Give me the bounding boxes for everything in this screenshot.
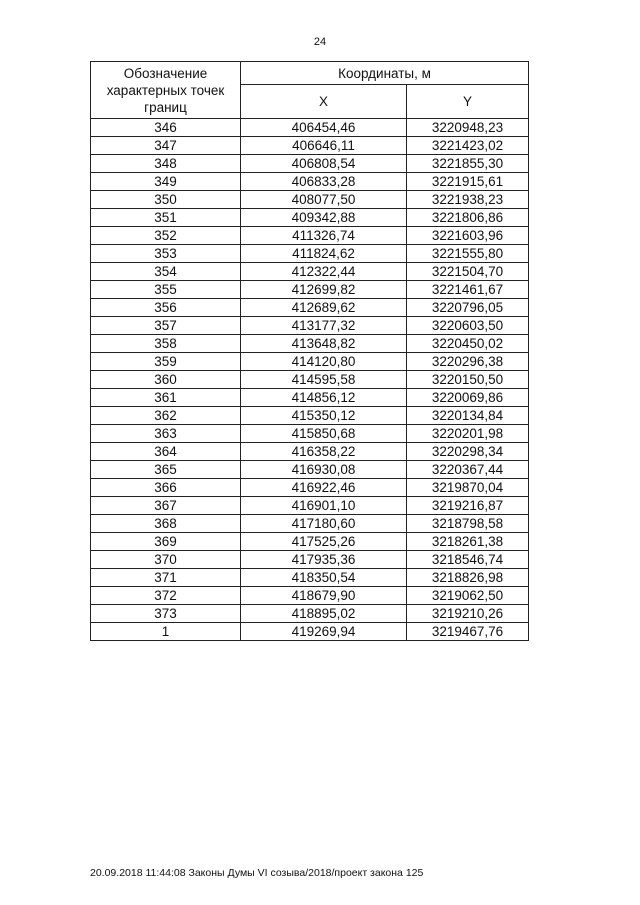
table-row [91,317,529,335]
cell-y: 3220948,23 [407,119,529,137]
cell-x: 418895,02 [241,605,407,623]
cell-point: 364 [91,443,241,461]
cell-y: 3218546,74 [407,551,529,569]
cell-y: 3220134,84 [407,407,529,425]
cell-x: 406454,46 [241,119,407,137]
table-row [91,425,529,443]
cell-x: 418679,90 [241,587,407,605]
cell-y: 3221504,70 [407,263,529,281]
cell-x: 418350,54 [241,569,407,587]
header-coordinates: Координаты, м [241,62,529,85]
page-number: 24 [313,36,327,48]
table-row [91,281,529,299]
cell-x: 416901,10 [241,497,407,515]
cell-point: 349 [91,173,241,191]
cell-x: 417180,60 [241,515,407,533]
table-row [91,569,529,587]
table-row [91,119,529,137]
cell-point: 368 [91,515,241,533]
cell-y: 3220298,34 [407,443,529,461]
cell-y: 3220367,44 [407,461,529,479]
cell-x: 412322,44 [241,263,407,281]
cell-y: 3221461,67 [407,281,529,299]
table-row [91,137,529,155]
table-row [91,533,529,551]
cell-x: 417525,26 [241,533,407,551]
table-body [91,119,529,641]
table-row [91,389,529,407]
cell-point: 371 [91,569,241,587]
cell-y: 3221855,30 [407,155,529,173]
cell-y: 3219467,76 [407,623,529,641]
cell-point: 369 [91,533,241,551]
cell-y: 3220296,38 [407,353,529,371]
cell-point: 363 [91,425,241,443]
table-row [91,443,529,461]
cell-point: 358 [91,335,241,353]
cell-point: 365 [91,461,241,479]
table-row [91,245,529,263]
cell-x: 413177,32 [241,317,407,335]
cell-point: 372 [91,587,241,605]
cell-x: 412699,82 [241,281,407,299]
cell-point: 346 [91,119,241,137]
cell-point: 348 [91,155,241,173]
cell-point: 366 [91,479,241,497]
cell-point: 350 [91,191,241,209]
cell-point: 355 [91,281,241,299]
cell-y: 3221555,80 [407,245,529,263]
header-designation: Обозначение характерных точек границ [91,62,241,119]
table-row [91,173,529,191]
cell-x: 413648,82 [241,335,407,353]
cell-point: 367 [91,497,241,515]
cell-x: 414856,12 [241,389,407,407]
cell-x: 406646,11 [241,137,407,155]
cell-point: 362 [91,407,241,425]
table-row [91,551,529,569]
table-row [91,587,529,605]
table-row [91,299,529,317]
cell-x: 411326,74 [241,227,407,245]
cell-x: 406808,54 [241,155,407,173]
cell-x: 419269,94 [241,623,407,641]
cell-x: 411824,62 [241,245,407,263]
cell-y: 3220201,98 [407,425,529,443]
cell-x: 406833,28 [241,173,407,191]
cell-point: 353 [91,245,241,263]
cell-x: 416358,22 [241,443,407,461]
cell-x: 416922,46 [241,479,407,497]
table-row [91,407,529,425]
cell-x: 417935,36 [241,551,407,569]
footer-path: 20.09.2018 11:44:08 Законы Думы VI созыва/2018/проект закона 125 [90,867,424,879]
table-row [91,209,529,227]
coordinates-table [90,61,529,641]
cell-y: 3219210,26 [407,605,529,623]
table-row [91,623,529,641]
cell-point: 351 [91,209,241,227]
cell-y: 3221806,86 [407,209,529,227]
table-row [91,263,529,281]
cell-y: 3220069,86 [407,389,529,407]
cell-point: 347 [91,137,241,155]
cell-y: 3218261,38 [407,533,529,551]
cell-x: 414120,80 [241,353,407,371]
cell-x: 412689,62 [241,299,407,317]
header-x: X [241,85,407,119]
table-row [91,353,529,371]
cell-point: 360 [91,371,241,389]
cell-y: 3221938,23 [407,191,529,209]
cell-x: 415850,68 [241,425,407,443]
cell-point: 352 [91,227,241,245]
cell-x: 416930,08 [241,461,407,479]
cell-x: 408077,50 [241,191,407,209]
cell-y: 3221915,61 [407,173,529,191]
header-y: Y [407,85,529,119]
cell-y: 3220603,50 [407,317,529,335]
table-row [91,191,529,209]
cell-point: 357 [91,317,241,335]
table-row [91,155,529,173]
cell-point: 354 [91,263,241,281]
table-row [91,515,529,533]
cell-y: 3218826,98 [407,569,529,587]
table-row [91,371,529,389]
cell-x: 415350,12 [241,407,407,425]
cell-point: 359 [91,353,241,371]
table-row [91,479,529,497]
cell-y: 3219216,87 [407,497,529,515]
cell-point: 370 [91,551,241,569]
table-row [91,497,529,515]
table-header [91,62,529,119]
cell-y: 3218798,58 [407,515,529,533]
cell-x: 409342,88 [241,209,407,227]
cell-point: 356 [91,299,241,317]
table-row [91,461,529,479]
cell-x: 414595,58 [241,371,407,389]
cell-point: 373 [91,605,241,623]
table-row [91,605,529,623]
cell-y: 3221423,02 [407,137,529,155]
table-row [91,227,529,245]
cell-point: 361 [91,389,241,407]
cell-y: 3220450,02 [407,335,529,353]
cell-y: 3219870,04 [407,479,529,497]
cell-point: 1 [91,623,241,641]
table-row [91,335,529,353]
cell-y: 3220150,50 [407,371,529,389]
cell-y: 3219062,50 [407,587,529,605]
cell-y: 3221603,96 [407,227,529,245]
cell-y: 3220796,05 [407,299,529,317]
